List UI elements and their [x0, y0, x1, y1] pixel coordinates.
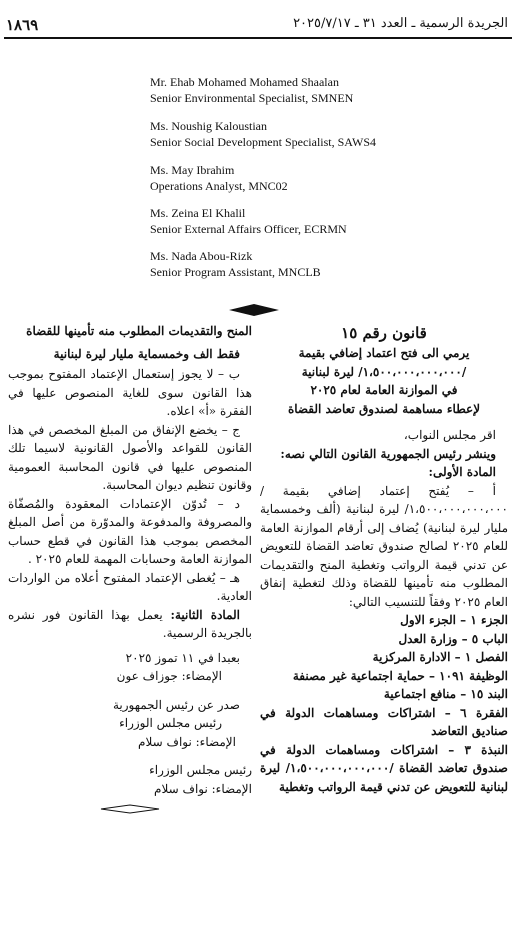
signature-line: الإمضاء: نواف سلام [154, 781, 252, 796]
staff-title: Senior Social Development Specialist, SAWS4 [150, 135, 377, 149]
staff-name: Mr. Ehab Mohamed Mohamed Shaalan [150, 75, 339, 89]
budget-item: البند ١٥ – منافع اجتماعية [383, 687, 508, 701]
gazette-title: الجريدة الرسمية ـ العدد ٣١ ـ ٢٠٢٥/٧/١٧ [293, 16, 508, 31]
staff-entry [150, 74, 353, 106]
staff-entry [150, 162, 288, 194]
law-column-right [260, 322, 508, 796]
staff-title: Operations Analyst, MNC02 [150, 179, 288, 193]
law-title: يرمي الى فتح اعتماد إضافي بقيمة [298, 346, 470, 360]
issued-by-line: صدر عن رئيس الجمهورية [112, 697, 240, 712]
date-line: بعبدا في ١١ تموز ٢٠٢٥ [125, 650, 240, 665]
budget-item: الباب ٥ – وزارة العدل [398, 631, 508, 646]
law-number: قانون رقم ١٥ [341, 324, 427, 342]
signature-line: الإمضاء: نواف سلام [138, 734, 236, 749]
staff-name: Ms. May Ibrahim [150, 163, 235, 177]
budget-item: الفقرة ٦ – اشتراكات ومساهمات الدولة في صناديق التعاضد [260, 705, 509, 738]
paragraph-d: د – تُدوّن الإعتمادات المعقودة والمُصفّاة والمصروفة والمدفوعة والمدوّرة من أصل المبلغ المخصص بموجب هذا القانون في قطع حساب الموازنة العامة وحسابات المهمة للعام ٢٠٢٥ . [8, 496, 252, 566]
law-title: في الموازنة العامة لعام ٢٠٢٥ [310, 383, 458, 397]
signatory-title: رئيس مجلس الوزراء [149, 763, 252, 777]
continuation-text: المنح والتقديمات المطلوب منه تأمينها للقضاة [26, 324, 252, 338]
law-title: /١،٥٠٠،٠٠٠،٠٠٠،٠٠٠/ ليرة لبنانية [301, 364, 467, 379]
staff-entry [150, 118, 376, 150]
budget-item: الجزء ١ – الجزء الاول [400, 613, 508, 627]
page-number: ١٨٦٩ [6, 16, 39, 34]
amount-in-words: فقط الف وخمسماية مليار ليرة لبنانية [53, 346, 240, 361]
staff-name: Ms. Nada Abou-Rizk [150, 249, 253, 263]
article-heading: المادة الثانية: [170, 607, 241, 622]
staff-name: Ms. Zeina El Khalil [150, 206, 246, 220]
staff-entry [150, 248, 321, 280]
staff-title: Senior Program Assistant, MNCLB [150, 265, 321, 279]
enactment-line: اقر مجلس النواب، [403, 428, 496, 442]
signature-line: الإمضاء: جوزاف عون [116, 669, 222, 683]
article-heading: المادة الأولى: [428, 465, 496, 479]
article-text: أ – يُفتح إعتماد إضافي بقيمة /١،٥٠٠،٠٠٠،٠٠٠،٠٠٠/ ليرة لبنانية (ألف وخمسماية مليار ليرة لبنانية) يُضاف إلى أرقام الموازنة العامة للعام ٢٠٢٥ لصالح صندوق تعاضد القضاة للتعويض عن تدني قيمة الرواتب وتغطية المنح والتقديمات المطلوب منه تأمينها للقضاة وذلك لتغطية إنفاق العام ٢٠٢٥ وفقاً للتنسيب التالي: [260, 483, 508, 609]
staff-entry [150, 205, 347, 237]
header-rule [4, 37, 512, 39]
article-text: يعمل بهذا القانون فور نشره بالجريدة الرسمية. [8, 607, 252, 640]
staff-title: Senior Environmental Specialist, SMNEN [150, 91, 354, 105]
paragraph-c: ج – يخضع الإنفاق من المبلغ المخصص في هذا القانون للقواعد والأصول القانونية لاسيما تلك المنصوص عليها في قانون المحاسبة العمومية وقانون تنظيم ديوان المحاسبة. [8, 422, 252, 492]
staff-name: Ms. Noushig Kaloustian [150, 119, 267, 133]
paragraph-b: ب – لا يجوز إستعمال الإعتماد المفتوح بموجب هذا القانون سوى للغاية المنصوص عليها في الفقرة «أ» اعلاه. [8, 367, 252, 418]
budget-item: الفصل ١ – الادارة المركزية [372, 650, 508, 664]
article-two [8, 606, 252, 643]
enactment-line: وينشر رئيس الجمهورية القانون التالي نصه: [280, 446, 496, 461]
end-separator-icon [100, 804, 160, 814]
budget-item: الوظيفة ١٠٩١ – حماية اجتماعية غير مصنفة [292, 668, 508, 683]
section-separator-icon [229, 304, 279, 316]
signatory-title: رئيس مجلس الوزراء [119, 716, 222, 730]
law-title: لإعطاء مساهمة لصندوق تعاضد القضاة [287, 401, 481, 416]
paragraph-h: هـ – يُغطى الإعتماد المفتوح أعلاه من الواردات العادية. [8, 570, 252, 603]
page-header [0, 0, 516, 40]
budget-item: النبذة ٣ – اشتراكات ومساهمات الدولة في صندوق تعاضد القضاة /١،٥٠٠،٠٠٠،٠٠٠،٠٠٠/ ليرة لبنانية للتعويض عن تدني قيمة الرواتب وتغطية [260, 742, 509, 794]
staff-title: Senior External Affairs Officer, ECRMN [150, 222, 347, 236]
law-column-left [8, 322, 252, 814]
